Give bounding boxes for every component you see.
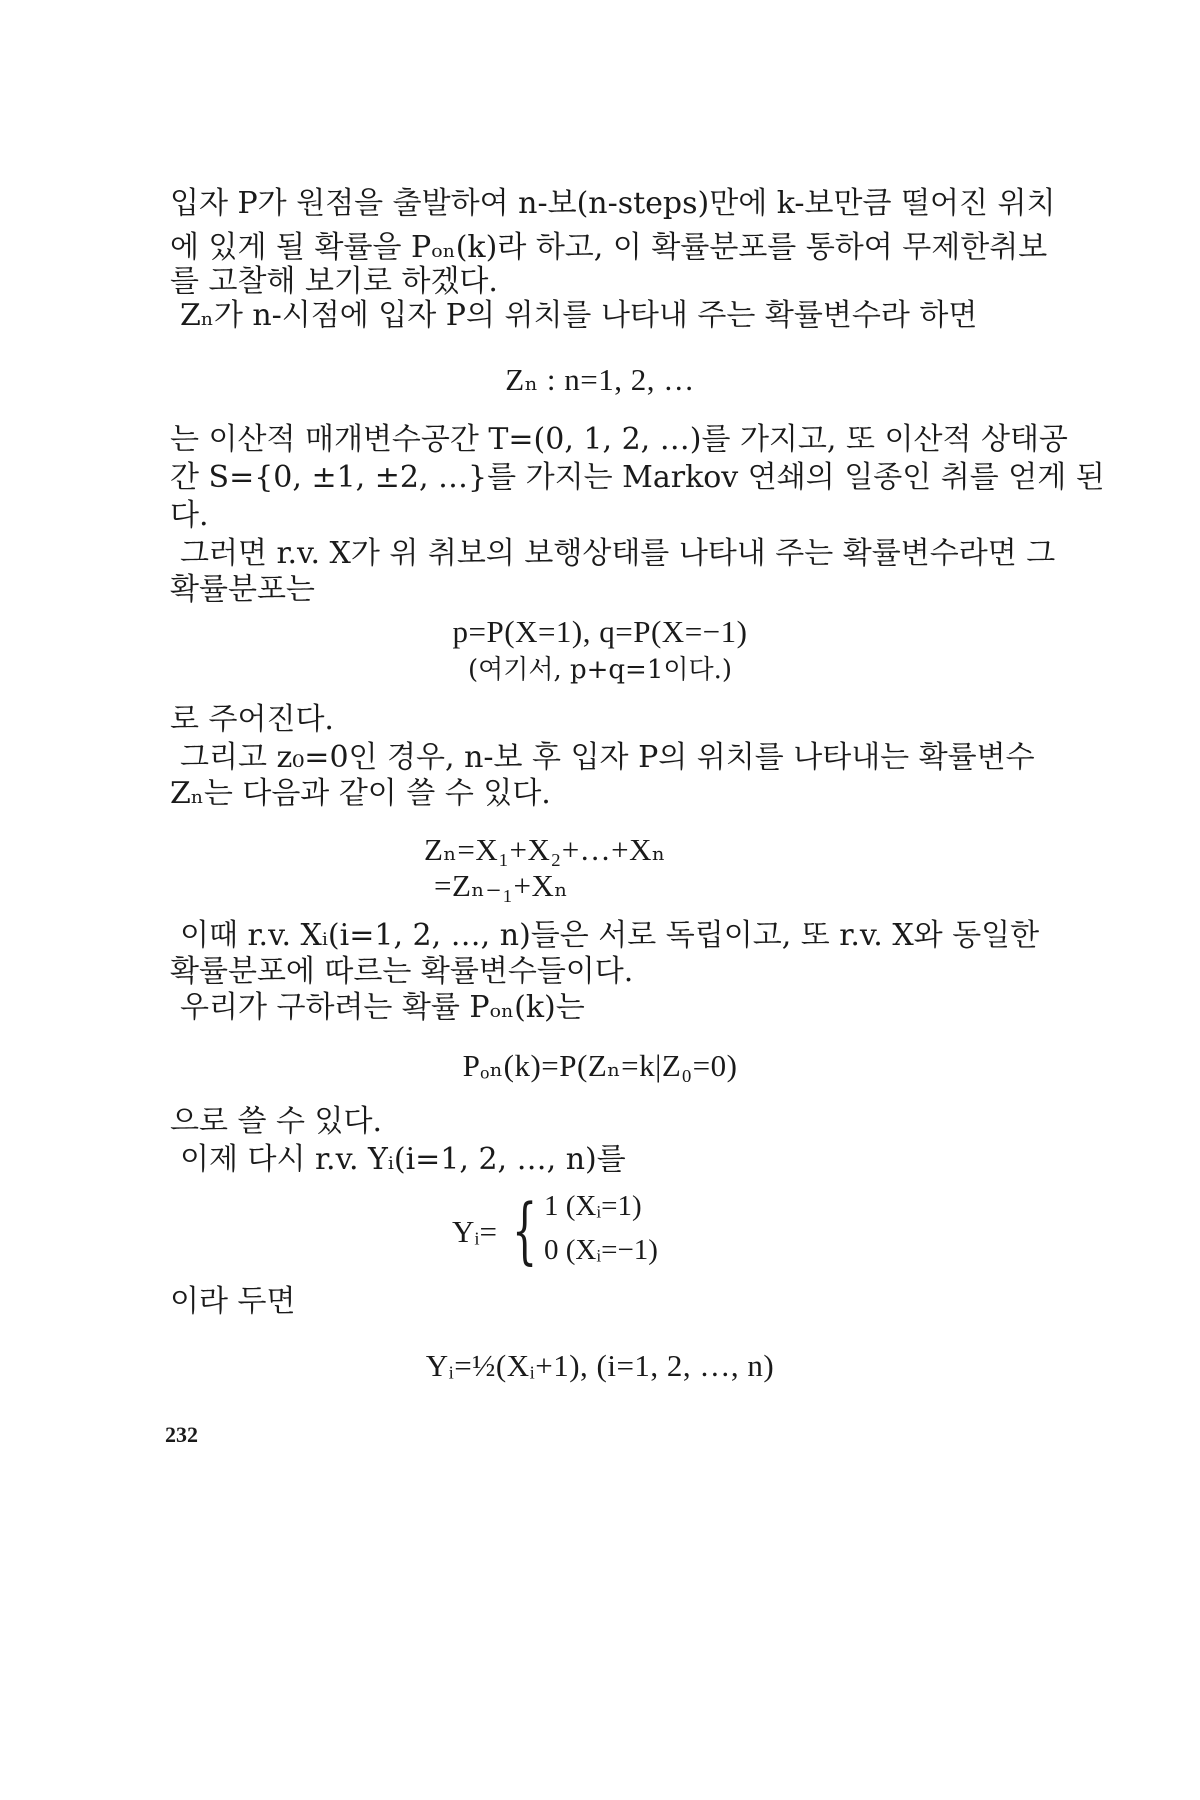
paragraph-2-line-1: Zₙ가 n-시점에 입자 P의 위치를 나타내 주는 확률변수라 하면 [180,298,978,333]
paragraph-3-line-2: 간 S={0, ±1, ±2, …}를 가지는 Markov 연쇄의 일종인 취를 얻게 된 [170,460,1105,495]
paragraph-6-line-2: Zₙ는 다음과 같이 쓸 수 있다. [170,776,551,811]
paragraph-1-line-1: 입자 P가 원점을 출발하여 n-보(n-steps)만에 k-보만큼 떨어진 위치 [170,186,1056,221]
paragraph-1-line-2: 에 있게 될 확률을 Pₒₙ(k)라 하고, 이 확률분포를 통하여 무제한취보 [170,230,1048,265]
paragraph-11-line-1: 이라 두면 [170,1284,296,1319]
paragraph-4-line-1: 그러면 r.v. X가 위 취보의 보행상태를 나타내 주는 확률변수라면 그 [180,536,1056,571]
equation-yi-linear: Yᵢ=½(Xᵢ+1), (i=1, 2, …, n) [425,1348,775,1383]
paragraph-7-line-1: 이때 r.v. Xᵢ(i=1, 2, …, n)들은 서로 독립이고, 또 r.v. X와 동일한 [180,918,1040,953]
paragraph-6-line-1: 그리고 z₀=0인 경우, n-보 후 입자 P의 위치를 나타내는 확률변수 [180,740,1035,775]
equation-probability-distribution: p=P(X=1), q=P(X=−1) [452,614,748,649]
paragraph-8-line-1: 우리가 구하려는 확률 Pₒₙ(k)는 [180,990,585,1025]
paragraph-1-line-3: 를 고찰해 보기로 하겠다. [170,264,498,299]
equation-probability-note: (여기서, p+q=1이다.) [467,655,733,685]
paragraph-10-line-1: 이제 다시 r.v. Yᵢ(i=1, 2, …, n)를 [180,1142,626,1177]
paragraph-5-line-1: 로 주어진다. [170,702,334,737]
paragraph-3-line-3: 다. [170,498,209,533]
equation-yi-case-1: 1 (Xᵢ=1) [544,1190,642,1222]
equation-zn-definition: Zₙ : n=1, 2, … [505,362,695,397]
paragraph-9-line-1: 으로 쓸 수 있다. [170,1104,383,1139]
equation-yi-case-2: 0 (Xᵢ=−1) [544,1234,658,1266]
equation-yi-piecewise [452,1190,712,1280]
paragraph-7-line-2: 확률분포에 따르는 확률변수들이다. [170,954,634,989]
paragraph-3-line-1: 는 이산적 매개변수공간 T=(0, 1, 2, …)를 가지고, 또 이산적 상태공 [170,422,1068,457]
equation-yi-brace: { [512,1188,538,1272]
paragraph-4-line-2: 확률분포는 [170,572,315,607]
equation-zn-sum-line-2: =Zₙ₋₁+Xₙ [434,868,569,903]
page-number: 232 [165,1422,198,1447]
equation-yi-lhs: Yᵢ= [452,1214,497,1249]
equation-pon-definition: Pₒₙ(k)=P(Zₙ=k|Z₀=0) [462,1048,738,1083]
equation-zn-sum-line-1: Zₙ=X₁+X₂+…+Xₙ [424,832,666,867]
